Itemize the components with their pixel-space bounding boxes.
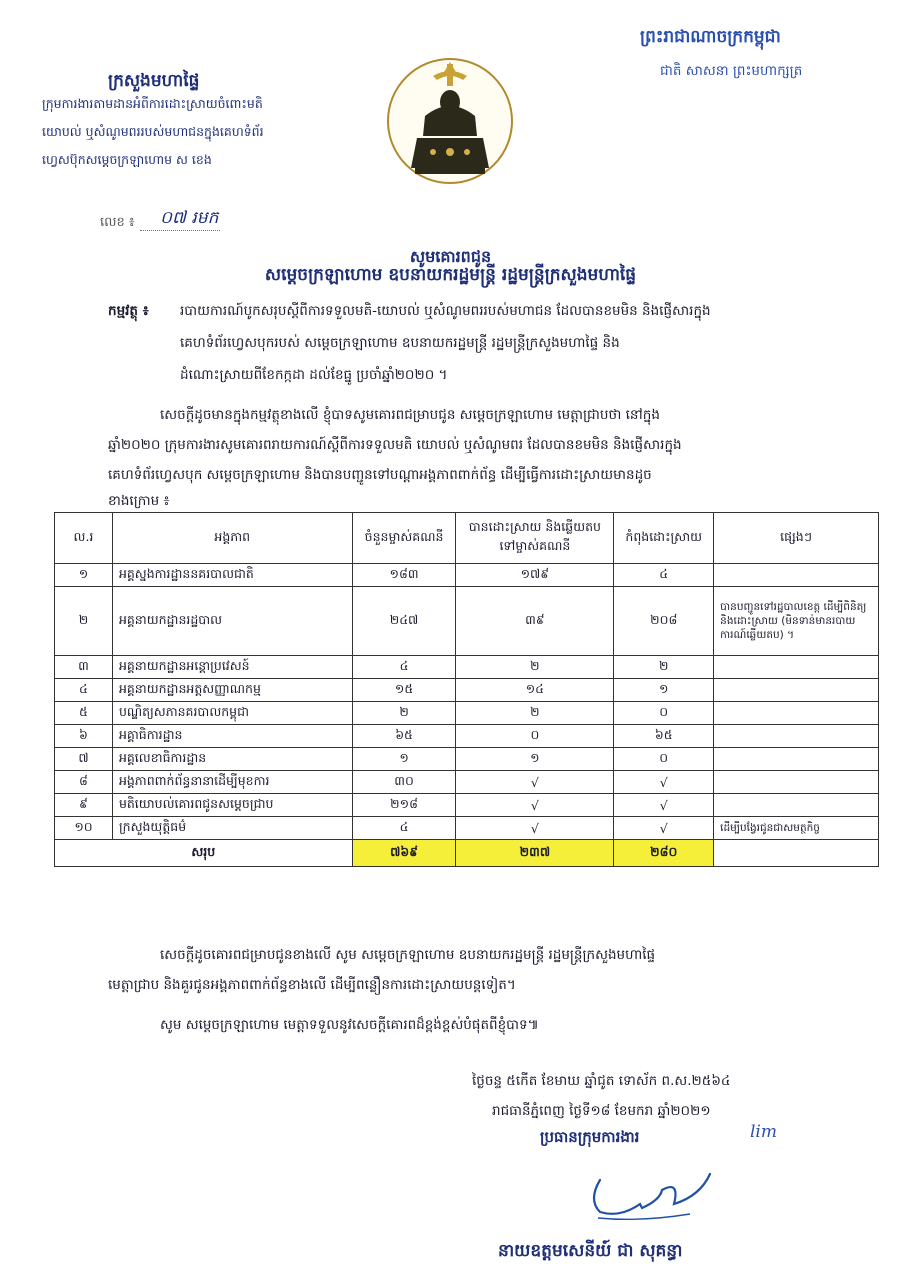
row-pending: √ (614, 817, 714, 840)
body-line-3: គេហទំព័រហ្វេសបុក សម្តេចក្រឡាហោម និងបានបញ្ជូនទៅបណ្តាអង្គភាពពាក់ព័ន្ធ ដើម្បីធ្វើការដោះស្រាយមានដូច (108, 467, 652, 483)
row-unit: អគ្គលេខាធិការដ្ឋាន (112, 748, 352, 771)
ministry-subtitle-line-3: ហ្វេសប៊ុកសម្តេចក្រឡាហោម ស ខេង (42, 152, 212, 167)
subject-line-2: គេហទំព័រហ្វេសបុករបស់ សម្តេចក្រឡាហោម ឧបនាយករដ្ឋមន្ត្រី រដ្ឋមន្ត្រីក្រសួងមហាផ្ទៃ និង (180, 335, 620, 351)
header-resolved: បានដោះស្រាយ និងឆ្លើយតបទៅម្ចាស់គណនី (456, 513, 614, 564)
solar-date: រាជធានីភ្នំពេញ ថ្ងៃទី១៨ ខែមករា ឆ្នាំ២០២១ (492, 1103, 711, 1119)
reference-number: ០៧ រមក (160, 208, 219, 228)
row-accounts: ៦៥ (352, 725, 456, 748)
row-other (714, 679, 879, 702)
table-row (55, 748, 879, 771)
total-accounts: ៧៦៩ (352, 840, 456, 867)
row-number: ៣ (55, 656, 113, 679)
row-resolved: ១៧៩ (456, 564, 614, 587)
row-resolved: ២ (456, 702, 614, 725)
row-accounts: ១៨៣ (352, 564, 456, 587)
row-pending: ០ (614, 748, 714, 771)
report-table (54, 512, 879, 867)
table-row (55, 679, 879, 702)
row-number: ១០ (55, 817, 113, 840)
row-unit: បណ្ឌិត្យសភានគរបាលកម្ពុជា (112, 702, 352, 725)
row-unit: អគ្គនាយកដ្ឋានអន្តោប្រវេសន៍ (112, 656, 352, 679)
total-resolved: ២៣៧ (456, 840, 614, 867)
body-line-1: សេចក្តីដូចមានក្នុងកម្មវត្ថុខាងលើ ខ្ញុំបាទសូមគោរពជម្រាបជូន សម្តេចក្រឡាហោម មេត្តាជ្រាបថា នៅក្នុង (160, 407, 660, 423)
row-other (714, 656, 879, 679)
row-resolved: ១៤ (456, 679, 614, 702)
signer-name: នាយឧត្តមសេនីយ៍ ជា សុគន្ធា (498, 1241, 683, 1261)
subject-line-1: របាយការណ៍បូកសរុបស្តីពីការទទួលមតិ-យោបល់ ឬសំណូមពររបស់មហាជន ដែលបានខមមិន និងផ្ញើសារក្នុង (180, 303, 711, 319)
ministry-subtitle-line-2: យោបល់ ឬសំណូមពររបស់មហាជនក្នុងគេហទំព័រ (42, 124, 264, 139)
row-number: ៨ (55, 771, 113, 794)
row-resolved: √ (456, 817, 614, 840)
row-unit: អគ្គស្នងការដ្ឋាននគរបាលជាតិ (112, 564, 352, 587)
closing-line-3: សូម សម្តេចក្រឡាហោម មេត្តាទទួលនូវសេចក្តីគោរពដ៏ខ្ពង់ខ្ពស់បំផុតពីខ្ញុំបាទ៕ (160, 1017, 539, 1033)
royal-emblem-icon (385, 56, 515, 186)
row-number: ៤ (55, 679, 113, 702)
national-motto: ជាតិ សាសនា ព្រះមហាក្សត្រ (660, 63, 803, 79)
header-unit: អង្គភាព (112, 513, 352, 564)
row-pending: ០ (614, 702, 714, 725)
closing-line-1: សេចក្តីដូចគោរពជម្រាបជូនខាងលើ សូម សម្តេចក្រឡាហោម ឧបនាយករដ្ឋមន្ត្រី រដ្ឋមន្ត្រីក្រសួងមហាផ្ទៃ (160, 947, 656, 963)
row-accounts: ៤ (352, 817, 456, 840)
row-accounts: ២ (352, 702, 456, 725)
table-row (55, 817, 879, 840)
kingdom-title: ព្រះរាជាណាចក្រកម្ពុជា (640, 27, 781, 47)
table-row (55, 771, 879, 794)
table-header-row (55, 513, 879, 564)
row-other (714, 771, 879, 794)
row-other (714, 748, 879, 771)
handwritten-signature-icon (570, 1160, 720, 1230)
row-resolved: ៣៩ (456, 587, 614, 656)
total-label: សរុប (55, 840, 353, 867)
row-pending: √ (614, 771, 714, 794)
row-other (714, 794, 879, 817)
handwritten-initials: lim (750, 1122, 777, 1142)
addressee: សម្តេចក្រឡាហោម ឧបនាយករដ្ឋមន្ត្រី រដ្ឋមន្ត្រីក្រសួងមហាផ្ទៃ (264, 265, 637, 285)
subject-label: កម្មវត្ថុ ៖ (108, 303, 149, 319)
body-line-4: ខាងក្រោម ៖ (108, 493, 170, 509)
row-unit: អគ្គនាយកដ្ឋានរដ្ឋបាល (112, 587, 352, 656)
row-accounts: ១ (352, 748, 456, 771)
row-pending: ២០៨ (614, 587, 714, 656)
row-pending: ៤ (614, 564, 714, 587)
row-resolved: √ (456, 794, 614, 817)
row-unit: អគ្គាធិការដ្ឋាន (112, 725, 352, 748)
row-other (714, 702, 879, 725)
header-accounts: ចំនួនម្ចាស់គណនី (352, 513, 456, 564)
row-pending: ២ (614, 656, 714, 679)
table-row (55, 656, 879, 679)
row-number: ២ (55, 587, 113, 656)
row-accounts: ៤ (352, 656, 456, 679)
total-row (55, 840, 879, 867)
table-row (55, 702, 879, 725)
lunar-date: ថ្ងៃចន្ទ ៥កើត ខែមាឃ ឆ្នាំជូត ទោស័ក ព.ស.២៥៦៤ (472, 1073, 731, 1089)
row-number: ១ (55, 564, 113, 587)
row-resolved: ១ (456, 748, 614, 771)
subject-line-3: ដំណោះស្រាយពីខែកក្កដា ដល់ខែធ្នូ ប្រចាំឆ្នាំ២០២០ ។ (180, 367, 448, 383)
row-accounts: ២១៨ (352, 794, 456, 817)
ministry-name: ក្រសួងមហាផ្ទៃ (108, 71, 200, 91)
row-pending: ១ (614, 679, 714, 702)
table-row (55, 794, 879, 817)
row-number: ៥ (55, 702, 113, 725)
row-accounts: ២៤៧ (352, 587, 456, 656)
body-line-2: ឆ្នាំ២០២០ ក្រុមការងារសូមគោរពរាយការណ៍ស្តីពីការទទួលមតិ យោបល់ ឬសំណូមពរ ដែលបានខមមិន និងផ្ញើសារក្នុង (108, 437, 682, 453)
row-number: ៩ (55, 794, 113, 817)
reference-label: លេខ ៖ (100, 215, 135, 230)
row-resolved: ០ (456, 725, 614, 748)
row-number: ៦ (55, 725, 113, 748)
row-other (714, 725, 879, 748)
ministry-subtitle-line-1: ក្រុមការងារតាមដានអំពីការដោះស្រាយចំពោះមតិ (42, 96, 263, 111)
header-other: ផ្សេងៗ (714, 513, 879, 564)
row-resolved: ២ (456, 656, 614, 679)
row-unit: ក្រសួងយុត្តិធម៌ (112, 817, 352, 840)
header-pending: កំពុងដោះស្រាយ (614, 513, 714, 564)
row-pending: √ (614, 794, 714, 817)
total-pending: ២៨០ (614, 840, 714, 867)
row-pending: ៦៥ (614, 725, 714, 748)
row-unit: អគ្គនាយកដ្ឋានអត្តសញ្ញាណកម្ម (112, 679, 352, 702)
row-accounts: ៣០ (352, 771, 456, 794)
signatory-title: ប្រធានក្រុមការងារ (540, 1128, 640, 1146)
row-other (714, 564, 879, 587)
row-resolved: √ (456, 771, 614, 794)
row-unit: មតិយោបល់គោរពជូនសម្តេចជ្រាប (112, 794, 352, 817)
table-row (55, 725, 879, 748)
row-other: ដើម្បីបង្វែរជូនជាសមត្ថកិច្ច (714, 817, 879, 840)
closing-line-2: មេត្តាជ្រាប និងគួរជូនអង្គភាពពាក់ព័ន្ធខាងលើ ដើម្បីពន្លឿនការដោះស្រាយបន្តទៀត។ (108, 977, 516, 993)
total-other (714, 840, 879, 867)
row-accounts: ១៥ (352, 679, 456, 702)
row-other: បានបញ្ជូនទៅរដ្ឋបាលខេត្ត ដើម្បីពិនិត្យ និងដោះស្រាយ (មិនទាន់មានរបាយការណ៍ឆ្លើយតប) ។ (714, 587, 879, 656)
table-row (55, 587, 879, 656)
row-unit: អង្គភាពពាក់ព័ន្ធនានាដើម្បីមុខការ (112, 771, 352, 794)
row-number: ៧ (55, 748, 113, 771)
header-no: ល.រ (55, 513, 113, 564)
salutation: សូមគោរពជូន (409, 247, 492, 266)
table-row (55, 564, 879, 587)
